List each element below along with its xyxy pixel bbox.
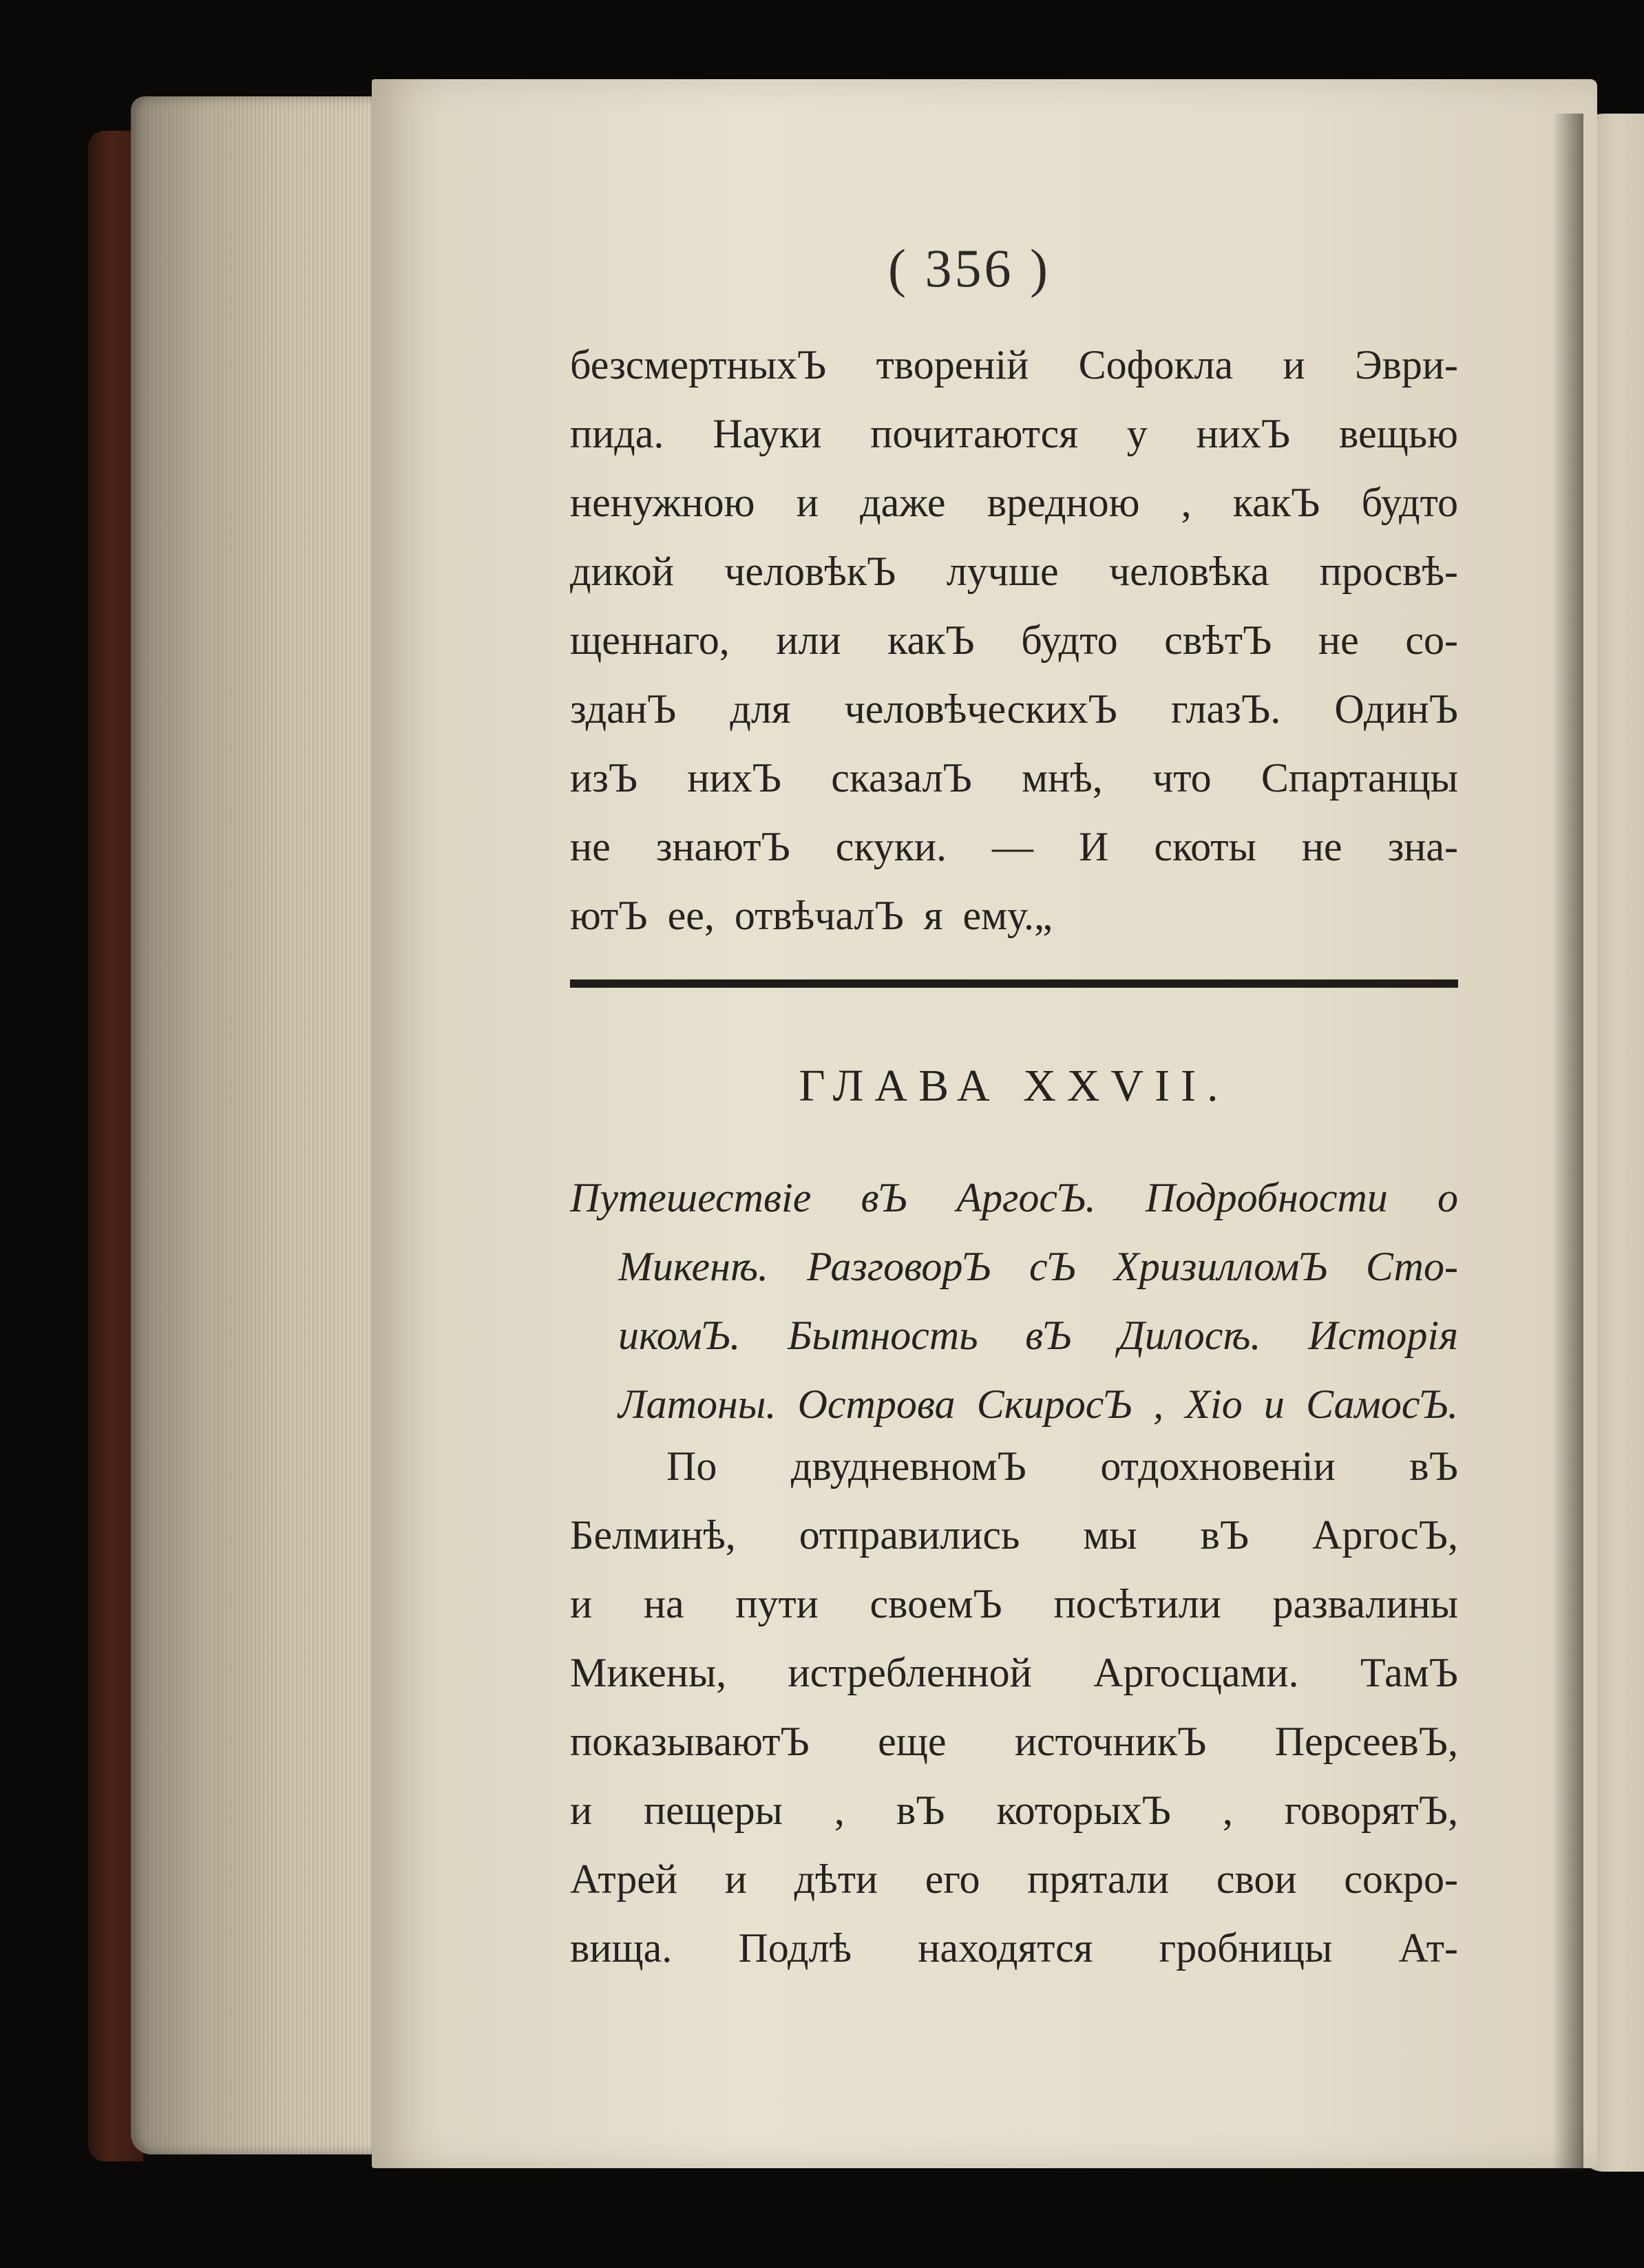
text-line: изЪ нихЪ сказалЪ мнѣ, что Спартанцы <box>570 755 1458 801</box>
text-line: вища. Подлѣ находятся гробницы Ат- <box>570 1925 1458 1971</box>
text-line: и пещеры , вЪ которыхЪ , говорятЪ, <box>570 1788 1458 1833</box>
text-line: зданЪ для человѣческихЪ глазЪ. ОдинЪ <box>570 686 1458 732</box>
text-line: Атрей и дѣти его прятали свои сокро- <box>570 1856 1458 1902</box>
text-line: и на пути своемЪ посѣтили развалины <box>570 1581 1458 1626</box>
text-line: ютЪ ее, отвѣчалЪ я ему.„ <box>570 893 1053 938</box>
summary-line: Латоны. Острова СкиросЪ , Хіо и СамосЪ. <box>618 1381 1458 1427</box>
section-divider-rule <box>570 979 1458 988</box>
chapter-heading: ГЛАВА XXVII. <box>799 1061 1230 1111</box>
page-gutter-shadow <box>1552 114 1583 2172</box>
chapter-body-paragraph <box>570 1445 1458 1996</box>
chapter-summary <box>570 1177 1458 1452</box>
text-line: показываютЪ еще источникЪ ПерсеевЪ, <box>570 1719 1458 1764</box>
page-stack-edge <box>131 96 379 2154</box>
summary-line: Путешествіе вЪ АргосЪ. Подробности о <box>570 1175 1458 1220</box>
text-line: безсмертныхЪ твореній Софокла и Эври- <box>570 342 1458 388</box>
text-line: щеннаго, или какЪ будто свѣтЪ не со- <box>570 617 1458 663</box>
text-line: дикой человѣкЪ лучше человѣка просвѣ- <box>570 549 1458 594</box>
paragraph-continuation <box>570 344 1458 964</box>
text-line: не знаютЪ скуки. — И скоты не зна- <box>570 824 1458 869</box>
text-line: По двудневномЪ отдохновеніи вЪ <box>666 1443 1458 1489</box>
page-number: ( 356 ) <box>888 238 1051 298</box>
summary-line: Микенѣ. РазговорЪ сЪ ХризилломЪ Сто- <box>618 1244 1458 1289</box>
text-line: Белминѣ, отправились мы вЪ АргосЪ, <box>570 1512 1458 1558</box>
text-line: ненужною и даже вредною , какЪ будто <box>570 480 1458 525</box>
summary-line: икомЪ. Бытность вЪ Дилосѣ. Исторія <box>618 1313 1458 1358</box>
text-line: пида. Науки почитаются у нихЪ вещью <box>570 411 1458 456</box>
text-line: Микены, истребленной Аргосцами. ТамЪ <box>570 1650 1458 1695</box>
